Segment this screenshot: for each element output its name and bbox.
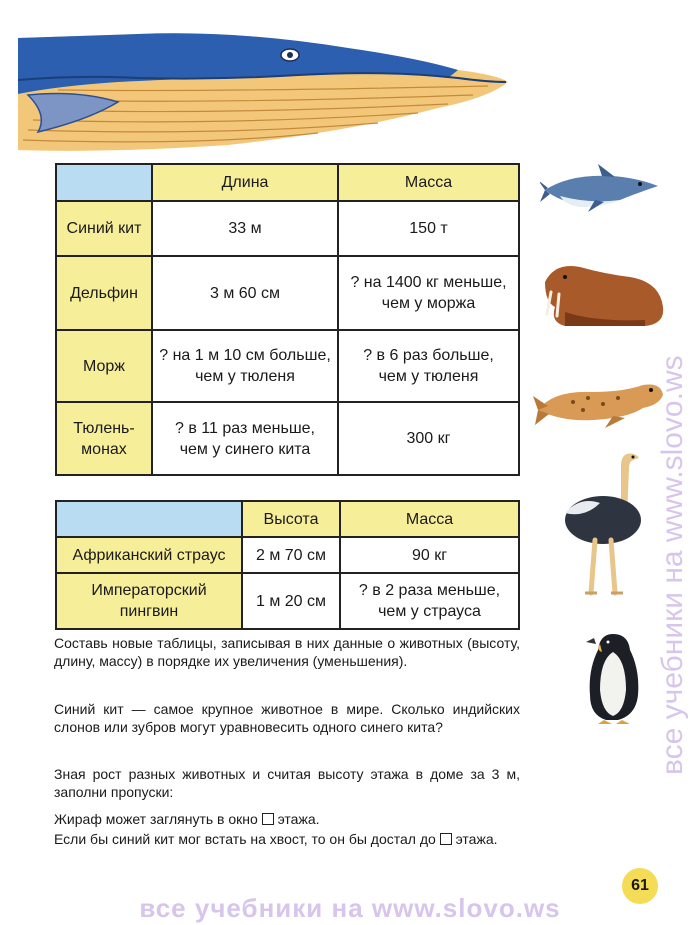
- mass-cell: 150 т: [338, 201, 519, 256]
- table1-header-mass: Масса: [338, 164, 519, 201]
- side-watermark: [640, 130, 700, 780]
- animal-height-mass-table: [55, 500, 520, 630]
- length-cell: 33 м: [152, 201, 338, 256]
- mass-cell: ? в 6 раз больше, чем у тюленя: [338, 330, 519, 402]
- row-label: Синий кит: [56, 201, 152, 256]
- answer-box[interactable]: [440, 833, 452, 845]
- task-instruction: Составь новые таблицы, записывая в них данные о животных (высоту, длину, массу) в порядке их увеличения (уменьшения).: [54, 635, 520, 669]
- length-cell: ? в 11 раз меньше, чем у синего кита: [152, 402, 338, 475]
- table1-corner: [56, 164, 152, 201]
- whale-sentence: [54, 830, 520, 848]
- whale-sentence-end: этажа.: [455, 831, 498, 847]
- row-label: Дельфин: [56, 256, 152, 330]
- answer-box[interactable]: [262, 813, 274, 825]
- table1-header-length: Длина: [152, 164, 338, 201]
- mass-cell: ? на 1400 кг меньше, чем у моржа: [338, 256, 519, 330]
- giraffe-sentence-text: Жираф может заглянуть в окно: [54, 811, 258, 827]
- bottom-watermark: все учебники на www.slovo.ws: [139, 893, 561, 923]
- table2-header-height: Высота: [242, 501, 340, 537]
- task-floor-height: Зная рост разных животных и считая высоту этажа в доме за 3 м, заполни пропуски:: [54, 766, 520, 800]
- animal-length-mass-table: [55, 163, 520, 476]
- whale-sentence-text: Если бы синий кит мог встать на хвост, то он бы достал до: [54, 831, 436, 847]
- table-row: [56, 402, 519, 475]
- row-label: Императорский пингвин: [56, 573, 242, 629]
- length-cell: ? на 1 м 10 см больше, чем у тюленя: [152, 330, 338, 402]
- giraffe-sentence: [54, 810, 520, 828]
- whale-illustration: [18, 20, 518, 155]
- length-cell: 3 м 60 см: [152, 256, 338, 330]
- penguin-illustration: [578, 630, 648, 725]
- page-number: 61: [622, 868, 658, 904]
- giraffe-sentence-end: этажа.: [277, 811, 320, 827]
- table2-header-mass: Масса: [340, 501, 519, 537]
- mass-cell: 300 кг: [338, 402, 519, 475]
- table-row: [56, 330, 519, 402]
- row-label: Тюлень- монах: [56, 402, 152, 475]
- table-row: [56, 537, 519, 573]
- mass-cell: 90 кг: [340, 537, 519, 573]
- mass-cell: ? в 2 раза меньше, чем у страуса: [340, 573, 519, 629]
- table-row: [56, 201, 519, 256]
- table-row: [56, 573, 519, 629]
- table-row: [56, 256, 519, 330]
- side-watermark-text: все учебники на www.slovo.ws: [656, 355, 689, 775]
- height-cell: 1 м 20 см: [242, 573, 340, 629]
- task-blue-whale: Синий кит — самое крупное животное в мире. Сколько индийских слонов или зубров могут уравновесить одного синего кита?: [54, 701, 520, 735]
- row-label: Морж: [56, 330, 152, 402]
- height-cell: 2 м 70 см: [242, 537, 340, 573]
- table2-corner: [56, 501, 242, 537]
- row-label: Африканский страус: [56, 537, 242, 573]
